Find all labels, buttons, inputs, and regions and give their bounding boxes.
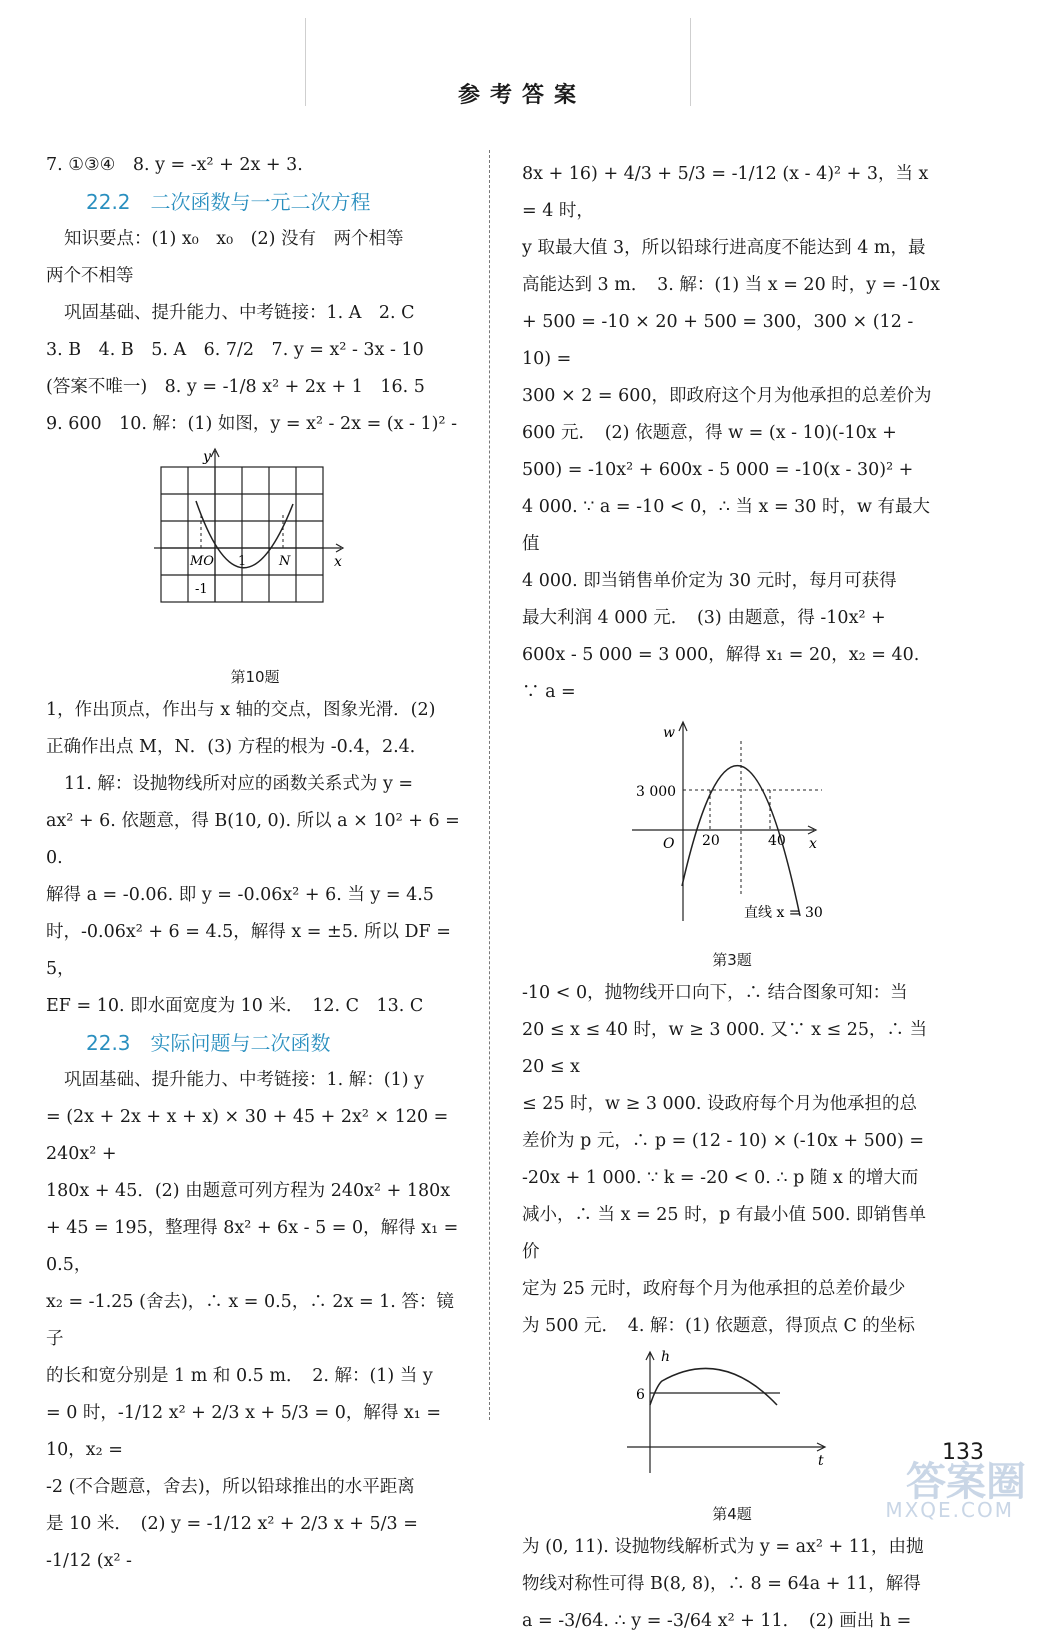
answer-line: 定为 25 元时，政府每个月为他承担的总差价最少 [522,1279,906,1299]
answer-line: a = -3/64. ∴ y = -3/64 x² + 11． (2) 画出 h = [522,1611,912,1631]
answer-line: (答案不唯一) 8. y = -1/8 x² + 2x + 1 16. 5 [46,377,425,397]
answer-line: 正确作出点 M，N．(3) 方程的根为 -0.4，2.4． [46,737,428,757]
fig10-y-label: y [203,449,211,465]
answer-line: EF = 10. 即水面宽度为 10 米． 12. C 13. C [46,996,424,1016]
answer-line: 物线对称性可得 B(8, 8)，∴ 8 = 64a + 11，解得 [522,1574,921,1594]
answer-line: 1，作出顶点，作出与 x 轴的交点，图象光滑．(2) [46,700,436,720]
section-heading: 22.3 实际问题与二次函数 [86,1031,331,1055]
watermark-logo: 答案圈 [906,1459,1026,1505]
watermark-url: MXQE.COM [885,1498,1014,1522]
answer-line: 时，-0.06x² + 6 = 4.5，解得 x = ±5. 所以 DF = 5， [46,922,451,979]
fig10-n-label: N [279,554,291,569]
answer-line: 7. ①③④ 8. y = -x² + 2x + 3. [46,155,303,175]
answer-line: -20x + 1 000. ∵ k = -20 < 0. ∴ p 随 x 的增大而 [522,1168,919,1188]
figure-caption: 第4题 [712,1505,752,1523]
answer-line: ax² + 6. 依题意，得 B(10, 0). 所以 a × 10² + 6 = 0. [46,811,460,868]
figure-3-graph [522,711,942,931]
fig10-one-label: 1 [238,554,247,569]
page-title: 参考答案 [457,82,586,108]
answer-line: 8x + 16) + 4/3 + 5/3 = -1/12 (x - 4)² + 3，当 x = 4 时， [522,164,929,221]
answer-line: x₂ = -1.25 (舍去)，∴ x = 0.5，∴ 2x = 1. 答：镜子 [46,1292,454,1349]
section-heading: 22.2 二次函数与一元二次方程 [86,190,371,214]
page-number: 133 [942,1440,984,1465]
figure-10-graph [46,443,464,648]
answer-line: 巩固基础、提升能力、中考链接：1. 解：(1) y [64,1070,424,1090]
answer-line: 的长和宽分别是 1 m 和 0.5 m． 2. 解：(1) 当 y [46,1366,433,1386]
answer-line: + 500 = -10 × 20 + 500 = 300，300 × (12 - 10) = [522,312,914,369]
answer-line: = 0 时，-1/12 x² + 2/3 x + 5/3 = 0，解得 x₁ = 10，x₂ = [46,1403,442,1460]
left-column [46,147,464,1580]
answer-line: -2 (不合题意，舍去)，所以铅球推出的水平距离 [46,1477,415,1497]
fig4-h-label: h [661,1349,671,1365]
figure-4-graph [522,1345,942,1485]
answer-line: = (2x + 2x + x + x) × 30 + 45 + 2x² × 120 = 240x² + [46,1107,449,1164]
fig10-x-label: x [334,554,342,570]
fig3-w-label: w [663,725,675,741]
fig4-t-label: t [818,1453,824,1469]
answer-line: 减小，∴ 当 x = 25 时，p 有最小值 500. 即销售单价 [522,1205,926,1262]
figure-caption: 第10题 [230,668,280,686]
answer-line: -10 < 0，抛物线开口向下，∴ 结合图象可知：当 [522,983,908,1003]
answer-line: 11. 解：设抛物线所对应的函数关系式为 y = [64,774,414,794]
answer-line: 为 500 元． 4. 解：(1) 依题意，得顶点 C 的坐标 [522,1316,915,1336]
answer-line: 9. 600 10. 解：(1) 如图，y = x² - 2x = (x - 1)² - [46,414,457,434]
answer-line: 600 元． (2) 依题意，得 w = (x - 10)(-10x + [522,423,897,443]
answer-line: 4 000. 即当销售单价定为 30 元时，每月可获得 [522,571,897,591]
answer-line: 最大利润 4 000 元． (3) 由题意，得 -10x² + [522,608,886,628]
fig3-axis-label: 直线 x = 30 [744,905,823,921]
answer-line: 600x - 5 000 = 3 000，解得 x₁ = 20，x₂ = 40. ∵ a = [522,645,920,702]
fig10-neg1-label: -1 [195,582,208,597]
answer-line: 4 000. ∵ a = -10 < 0，∴ 当 x = 30 时，w 有最大值 [522,497,931,554]
answer-line: 3. B 4. B 5. A 6. 7/2 7. y = x² - 3x - 10 [46,340,424,360]
fig3-20-label: 20 [702,833,720,849]
answer-line: 高能达到 3 m． 3. 解：(1) 当 x = 20 时，y = -10x [522,275,940,295]
fig10-mo-label: MO [190,554,214,569]
answer-line: y 取最大值 3，所以铅球行进高度不能达到 4 m，最 [522,238,926,258]
answer-line: 300 × 2 = 600，即政府这个月为他承担的总差价为 [522,386,932,406]
figure-caption: 第3题 [712,951,752,969]
answer-line: 为 (0, 11). 设抛物线解析式为 y = ax² + 11，由抛 [522,1537,924,1557]
answer-line: 知识要点：(1) x₀ x₀ (2) 没有 两个相等 [64,229,404,249]
answer-line: 20 ≤ x ≤ 40 时，w ≥ 3 000. 又∵ x ≤ 25，∴ 当 20 ≤ x [522,1020,928,1077]
answer-line: 500) = -10x² + 600x - 5 000 = -10(x - 30)² + [522,460,914,480]
answer-line: 巩固基础、提升能力、中考链接：1. A 2. C [64,303,415,323]
fig3-x-label: x [809,836,817,852]
answer-line: 是 10 米． (2) y = -1/12 x² + 2/3 x + 5/3 = -1/12 (x² - [46,1514,418,1571]
fig3-3000-label: 3 000 [636,784,677,800]
answer-line: 解得 a = -0.06. 即 y = -0.06x² + 6. 当 y = 4.5 [46,885,434,905]
answer-line: ≤ 25 时，w ≥ 3 000. 设政府每个月为他承担的总 [522,1094,918,1114]
answer-line: 两个不相等 [46,266,134,286]
answer-line: 180x + 45．(2) 由题意可列方程为 240x² + 180x [46,1181,451,1201]
fig3-40-label: 40 [768,833,786,849]
right-column [522,156,942,1640]
answer-line: 差价为 p 元，∴ p = (12 - 10) × (-10x + 500) = [522,1131,925,1151]
fig4-six-label: 6 [636,1387,645,1403]
answer-line: + 45 = 195，整理得 8x² + 6x - 5 = 0，解得 x₁ = 0.5， [46,1218,459,1275]
column-divider [489,150,490,1420]
fig3-origin-label: O [663,836,675,852]
